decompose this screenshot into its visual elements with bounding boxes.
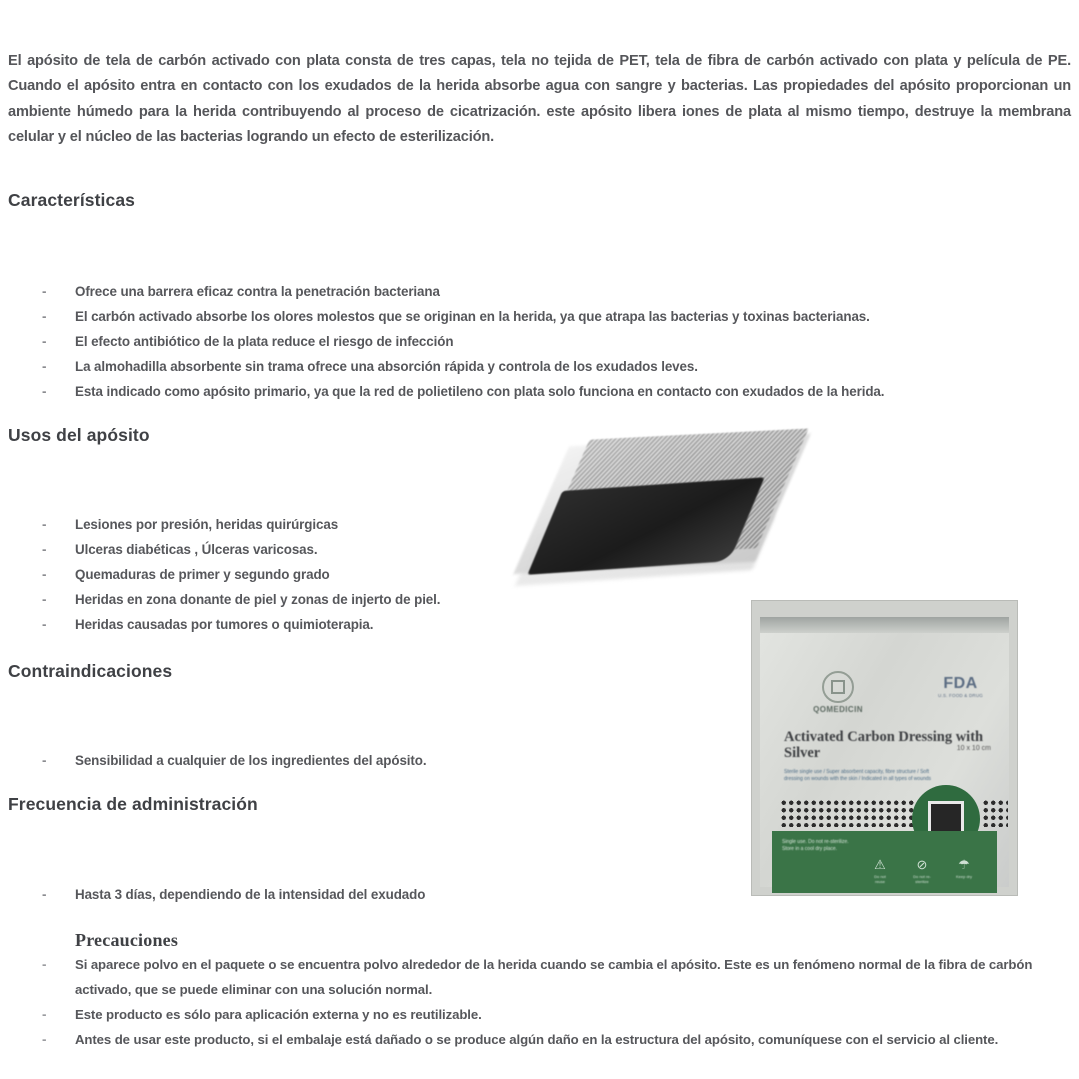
bullet-dash-icon: - bbox=[42, 567, 47, 582]
list-item-text: Este producto es sólo para aplicación externa y no es reutilizable. bbox=[75, 1007, 482, 1022]
list-item bbox=[0, 612, 520, 637]
list-item-text: Esta indicado como apósito primario, ya que la red de polietileno con plata solo funciona en contacto con exudados de la herida. bbox=[75, 384, 885, 399]
bullet-dash-icon: - bbox=[42, 957, 47, 972]
usos-list bbox=[0, 512, 520, 637]
list-item bbox=[0, 562, 520, 587]
list-item-text: El efecto antibiótico de la plata reduce el riesgo de infección bbox=[75, 334, 454, 349]
fda-sublabel: U.S. FOOD & DRUG bbox=[938, 693, 983, 698]
symbol-label: Do not re-sterilize bbox=[913, 874, 931, 884]
keep-dry-icon: ☂ Keep dry bbox=[955, 857, 972, 879]
list-item bbox=[0, 304, 1010, 329]
package-description: Sterile single use / Super absorbent capacity, fibre structure / Soft dressing on wounds with the skin / Indicated in all types of wounds bbox=[784, 769, 932, 782]
symbol-label: Do not reuse bbox=[874, 874, 886, 884]
section-heading-caracteristicas: Características bbox=[8, 190, 135, 210]
product-package-photo bbox=[752, 601, 1017, 895]
list-item-text: Ulceras diabéticas , Úlceras varicosas. bbox=[75, 542, 318, 557]
list-item-text: Si aparece polvo en el paquete o se encuentra polvo alrededor de la herida cuando se cambia el apósito. Este es un fenómeno normal de la fibra de carbón activado, que se puede eliminar con una solución normal. bbox=[75, 957, 1033, 997]
package-seal bbox=[760, 617, 1009, 633]
list-item-text: Heridas causadas por tumores o quimioterapia. bbox=[75, 617, 374, 632]
section-heading-precauciones: Precauciones bbox=[75, 930, 179, 950]
list-item bbox=[0, 329, 1010, 354]
list-item-text: Quemaduras de primer y segundo grado bbox=[75, 567, 330, 582]
bullet-dash-icon: - bbox=[42, 617, 47, 632]
bullet-dash-icon: - bbox=[42, 284, 47, 299]
list-item bbox=[0, 537, 520, 562]
list-item bbox=[0, 379, 1010, 404]
intro-paragraph: El apósito de tela de carbón activado con plata consta de tres capas, tela no tejida de PET, tela de fibra de carbón activado con plata y película de PE. Cuando el apósito entra en contacto con los exudados de la herida absorbe agua con sangre y bacterias. Las propiedades del apósito proporcionan un ambiente húmedo para la herida contribuyendo al proceso de cicatrización. este apósito libera iones de plata al mismo tiempo, destruye la membrana celular y el núcleo de las bacterias logrando un efecto de esterilización. bbox=[8, 52, 1071, 146]
list-item-text: Sensibilidad a cualquier de los ingredientes del apósito. bbox=[75, 753, 427, 768]
bullet-dash-icon: - bbox=[42, 384, 47, 399]
bullet-dash-icon: - bbox=[42, 887, 47, 902]
dressing-product-photo bbox=[520, 428, 820, 620]
precauciones-list bbox=[0, 952, 1055, 1052]
list-item bbox=[0, 748, 520, 773]
brand-name: QOMEDICIN bbox=[813, 705, 863, 714]
list-item bbox=[0, 1027, 1055, 1052]
package-bag bbox=[760, 617, 1009, 887]
do-not-reuse-icon: ⚠ Do not reuse bbox=[870, 857, 890, 884]
brand-mark-icon bbox=[822, 671, 854, 703]
list-item-text: Heridas en zona donante de piel y zonas de injerto de piel. bbox=[75, 592, 441, 607]
list-item-text: El carbón activado absorbe los olores molestos que se originan en la herida, ya que atrapa las bacterias y toxinas bacterianas. bbox=[75, 309, 870, 324]
fda-badge bbox=[938, 675, 983, 698]
carbon-pad-thumbnail-icon bbox=[928, 801, 964, 835]
list-item-text: Antes de usar este producto, si el embalaje está dañado o se produce algún daño en la estructura del apósito, comuníquese con el servicio al cliente. bbox=[75, 1032, 999, 1047]
symbol-label: Keep dry bbox=[955, 874, 972, 879]
package-band-text: Single use. Do not re-sterilize. Store in a cool dry place. bbox=[782, 839, 849, 852]
do-not-resterilize-icon: ⊘ Do not re-sterilize bbox=[913, 857, 931, 884]
package-product-title: Activated Carbon Dressing with Silver bbox=[784, 729, 984, 761]
package-dot-pattern-right bbox=[982, 799, 1008, 827]
bullet-dash-icon: - bbox=[42, 359, 47, 374]
section-heading-contraindicaciones: Contraindicaciones bbox=[8, 661, 173, 681]
bullet-dash-icon: - bbox=[42, 592, 47, 607]
package-brand-logo bbox=[802, 671, 874, 714]
bullet-dash-icon: - bbox=[42, 542, 47, 557]
bullet-dash-icon: - bbox=[42, 1007, 47, 1022]
bullet-dash-icon: - bbox=[42, 753, 47, 768]
section-heading-frecuencia: Frecuencia de administración bbox=[8, 794, 258, 814]
bullet-dash-icon: - bbox=[42, 309, 47, 324]
list-item-text: La almohadilla absorbente sin trama ofrece una absorción rápida y controla de los exudados leves. bbox=[75, 359, 698, 374]
package-green-band bbox=[772, 831, 997, 893]
list-item-text: Ofrece una barrera eficaz contra la penetración bacteriana bbox=[75, 284, 440, 299]
bullet-dash-icon: - bbox=[42, 1032, 47, 1047]
list-item-text: Hasta 3 días, dependiendo de la intensidad del exudado bbox=[75, 887, 426, 902]
list-item bbox=[0, 882, 520, 907]
list-item-text: Lesiones por presión, heridas quirúrgicas bbox=[75, 517, 339, 532]
caracteristicas-list bbox=[0, 279, 1010, 404]
section-heading-usos: Usos del apósito bbox=[8, 425, 150, 445]
bullet-dash-icon: - bbox=[42, 334, 47, 349]
list-item bbox=[0, 952, 1055, 1002]
frecuencia-list bbox=[0, 882, 520, 907]
bullet-dash-icon: - bbox=[42, 517, 47, 532]
list-item bbox=[0, 512, 520, 537]
list-item bbox=[0, 1002, 1055, 1027]
contraindicaciones-list bbox=[0, 748, 520, 773]
fda-label: FDA bbox=[943, 675, 978, 692]
package-size-label: 10 x 10 cm bbox=[956, 745, 991, 752]
list-item bbox=[0, 279, 1010, 304]
list-item bbox=[0, 354, 1010, 379]
list-item bbox=[0, 587, 520, 612]
